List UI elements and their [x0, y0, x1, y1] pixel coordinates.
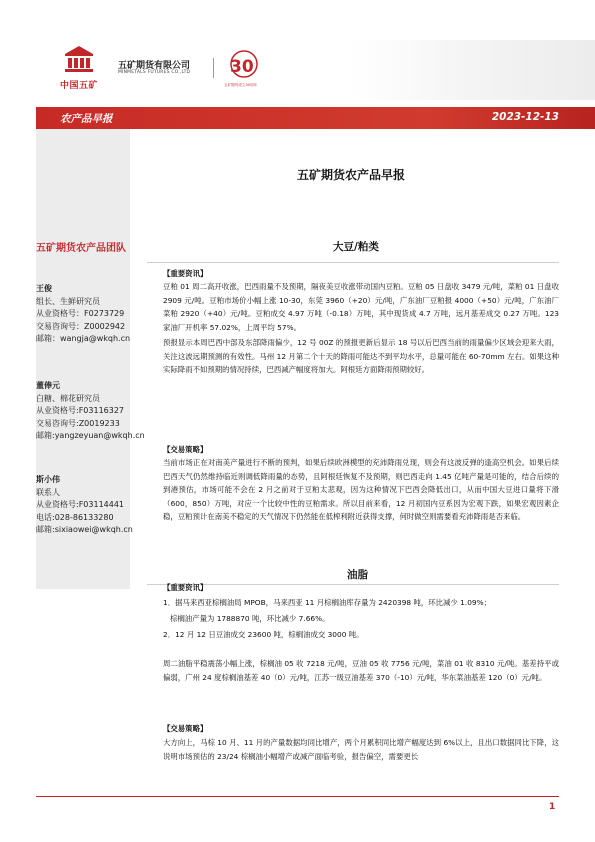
paragraph-news: 豆粕 01 周二高开收涨，巴西雨量不及预期，隔夜美豆收涨带动国内豆粕。豆粕 05 日盘收 3479 元/吨，菜粕 01 日盘收 2909 元/吨。豆粕市场价小幅上涨 10-30，东莞 3960（+20）元/吨，广东油厂豆粕报 4000（+50）元/吨，广东油厂菜粕 2920（+40）元/吨。豆粕成交 4.97 万吨（-0.18）万吨，其中现货成 4.7 万吨，远月基差成交 0.27 万吨。123 家油厂开机率 57.02%，上周平均 57%。	[163, 282, 559, 332]
paragraph-strategy: 大方向上，马棕 10 月、11 月的产量数据均同比增产，两个月累积同比增产幅度达到 6%以上，且出口数据同比下降，这说明市场预估的 23/24 棕榈油小幅增产或减产面临考验，报告偏空，需要更长	[163, 738, 559, 761]
news-item: 2．12 月 12 日豆油成交 23600 吨，棕榈油成交 3000 吨。	[163, 630, 364, 639]
analyst-name: 董俸元	[36, 381, 60, 390]
news-item-continued: 棕榈油产量为 1788870 吨，环比减少 7.66%。	[170, 614, 330, 623]
news-item: 1．据马来西亚棕榈油局 MPOB，马来西亚 11 月棕榈油库存量为 2420398 吨，环比减少 1.09%；	[163, 598, 492, 607]
paragraph-news: 预报显示本周巴西中部及东部降雨偏少，12 号 00Z 的预报更新后显示 18 号以后巴西当前的雨量偏少区域会迎来大雨，关注这波远期预测的有效性。马州 12 月第二个十天的降雨可能达不到平均水平，总量可能在 60-70mm 左右。如果这种实际降雨不如预期的情况持续，巴西减产幅度将加大。阿根廷方面降雨预期较好。	[163, 338, 559, 375]
analyst-card	[36, 283, 130, 346]
analyst-card	[36, 474, 133, 537]
logo-text: 中国五矿	[60, 81, 99, 91]
analyst-email[interactable]: 邮箱:yangzeyuan@wkqh.cn	[36, 431, 145, 441]
anniv-caption: 五矿期货成立30周年	[224, 83, 258, 87]
anniversary-30-icon	[222, 48, 262, 90]
analyst-email[interactable]: 邮箱：wangja@wkqh.cn	[36, 334, 131, 344]
page-header	[0, 0, 595, 100]
analyst-consult-no: 交易咨询号:Z0019233	[36, 418, 120, 428]
tag-trading-strategy: 【交易策略】	[163, 724, 208, 733]
brand-divider	[213, 58, 214, 78]
section-title-oils: 油脂	[347, 569, 368, 581]
analyst-role: 白糖、棉花研究员	[36, 393, 100, 403]
report-title: 五矿期货农产品早报	[297, 168, 406, 182]
brand-name-en: MINMETALS FUTURES CO.,LTD	[118, 70, 191, 75]
analyst-license: 从业资格号:F03114441	[36, 500, 125, 510]
analyst-consult-no: 交易咨询号：Z0002942	[36, 321, 126, 331]
brand-name-cn: 五矿期货有限公司	[118, 61, 191, 71]
page-number: 1	[549, 802, 556, 812]
team-title: 五矿期货农产品团队	[36, 243, 126, 254]
paragraph-strategy: 当前市场正在对南美产量进行不断的预判，如果后续欧洲模型的充沛降雨兑现，则会有这波反弹的逢高空机会。如果后续巴西天气仍然维持临近则调低降雨量的态势，且阿根廷恢复不及预期，则巴西走向 1.45 亿吨产量是可能的，结合后续的到港预估，市场可能不会在 2 月之前对于豆粕太悲观，因为这种情况下巴西会降低出口，从而中国大豆进口量将下滑（600，850）万吨，对应一个比较中性的豆粕需求。所以目前来看，12 月初国内豆系因为宏观下跌，如果宏观因素企稳，豆粕预计在南美不稳定的天气情况下仍然能在低榨利附近获得支撑，何时做空则需要看充沛降雨是否来临。	[163, 458, 559, 522]
analyst-license: 从业资格号：F0273729	[36, 309, 125, 319]
tag-important-news: 【重要资讯】	[163, 269, 208, 278]
header-decoration	[350, 40, 595, 100]
analyst-license: 从业资格号:F03116327	[36, 406, 125, 416]
analyst-name: 斯小伟	[36, 475, 60, 484]
analyst-role: 联系人	[36, 487, 60, 497]
tag-important-news: 【重要资讯】	[163, 583, 208, 592]
analyst-email[interactable]: 邮箱:sixiaowei@wkqh.cn	[36, 525, 133, 535]
section-title-soymeal: 大豆/粕类	[333, 241, 379, 253]
paragraph-news: 周二油脂平稳震荡小幅上涨，棕榈油 05 收 7218 元/吨，豆油 05 收 7756 元/吨，菜油 01 收 8310 元/吨。基差持平或偏弱，广州 24 度棕榈油基差 40（0）元/吨，江苏一级豆油基差 370（-10）元/吨，华东菜油基差 120（0）元/吨。	[163, 659, 559, 682]
anniv-number: 30	[230, 57, 254, 77]
analyst-card	[36, 380, 145, 443]
section-divider	[147, 262, 559, 263]
analyst-name: 王俊	[36, 284, 52, 293]
minmetals-logo-icon	[62, 44, 96, 74]
footer-divider	[36, 796, 559, 797]
analyst-role: 组长、生鲜研究员	[36, 296, 100, 306]
banner-title: 农产品早报	[60, 113, 113, 125]
analyst-phone: 电话:028-86133280	[36, 512, 114, 522]
section-divider	[147, 584, 559, 585]
tag-trading-strategy: 【交易策略】	[163, 445, 208, 454]
banner-date: 2023-12-13	[491, 111, 559, 123]
